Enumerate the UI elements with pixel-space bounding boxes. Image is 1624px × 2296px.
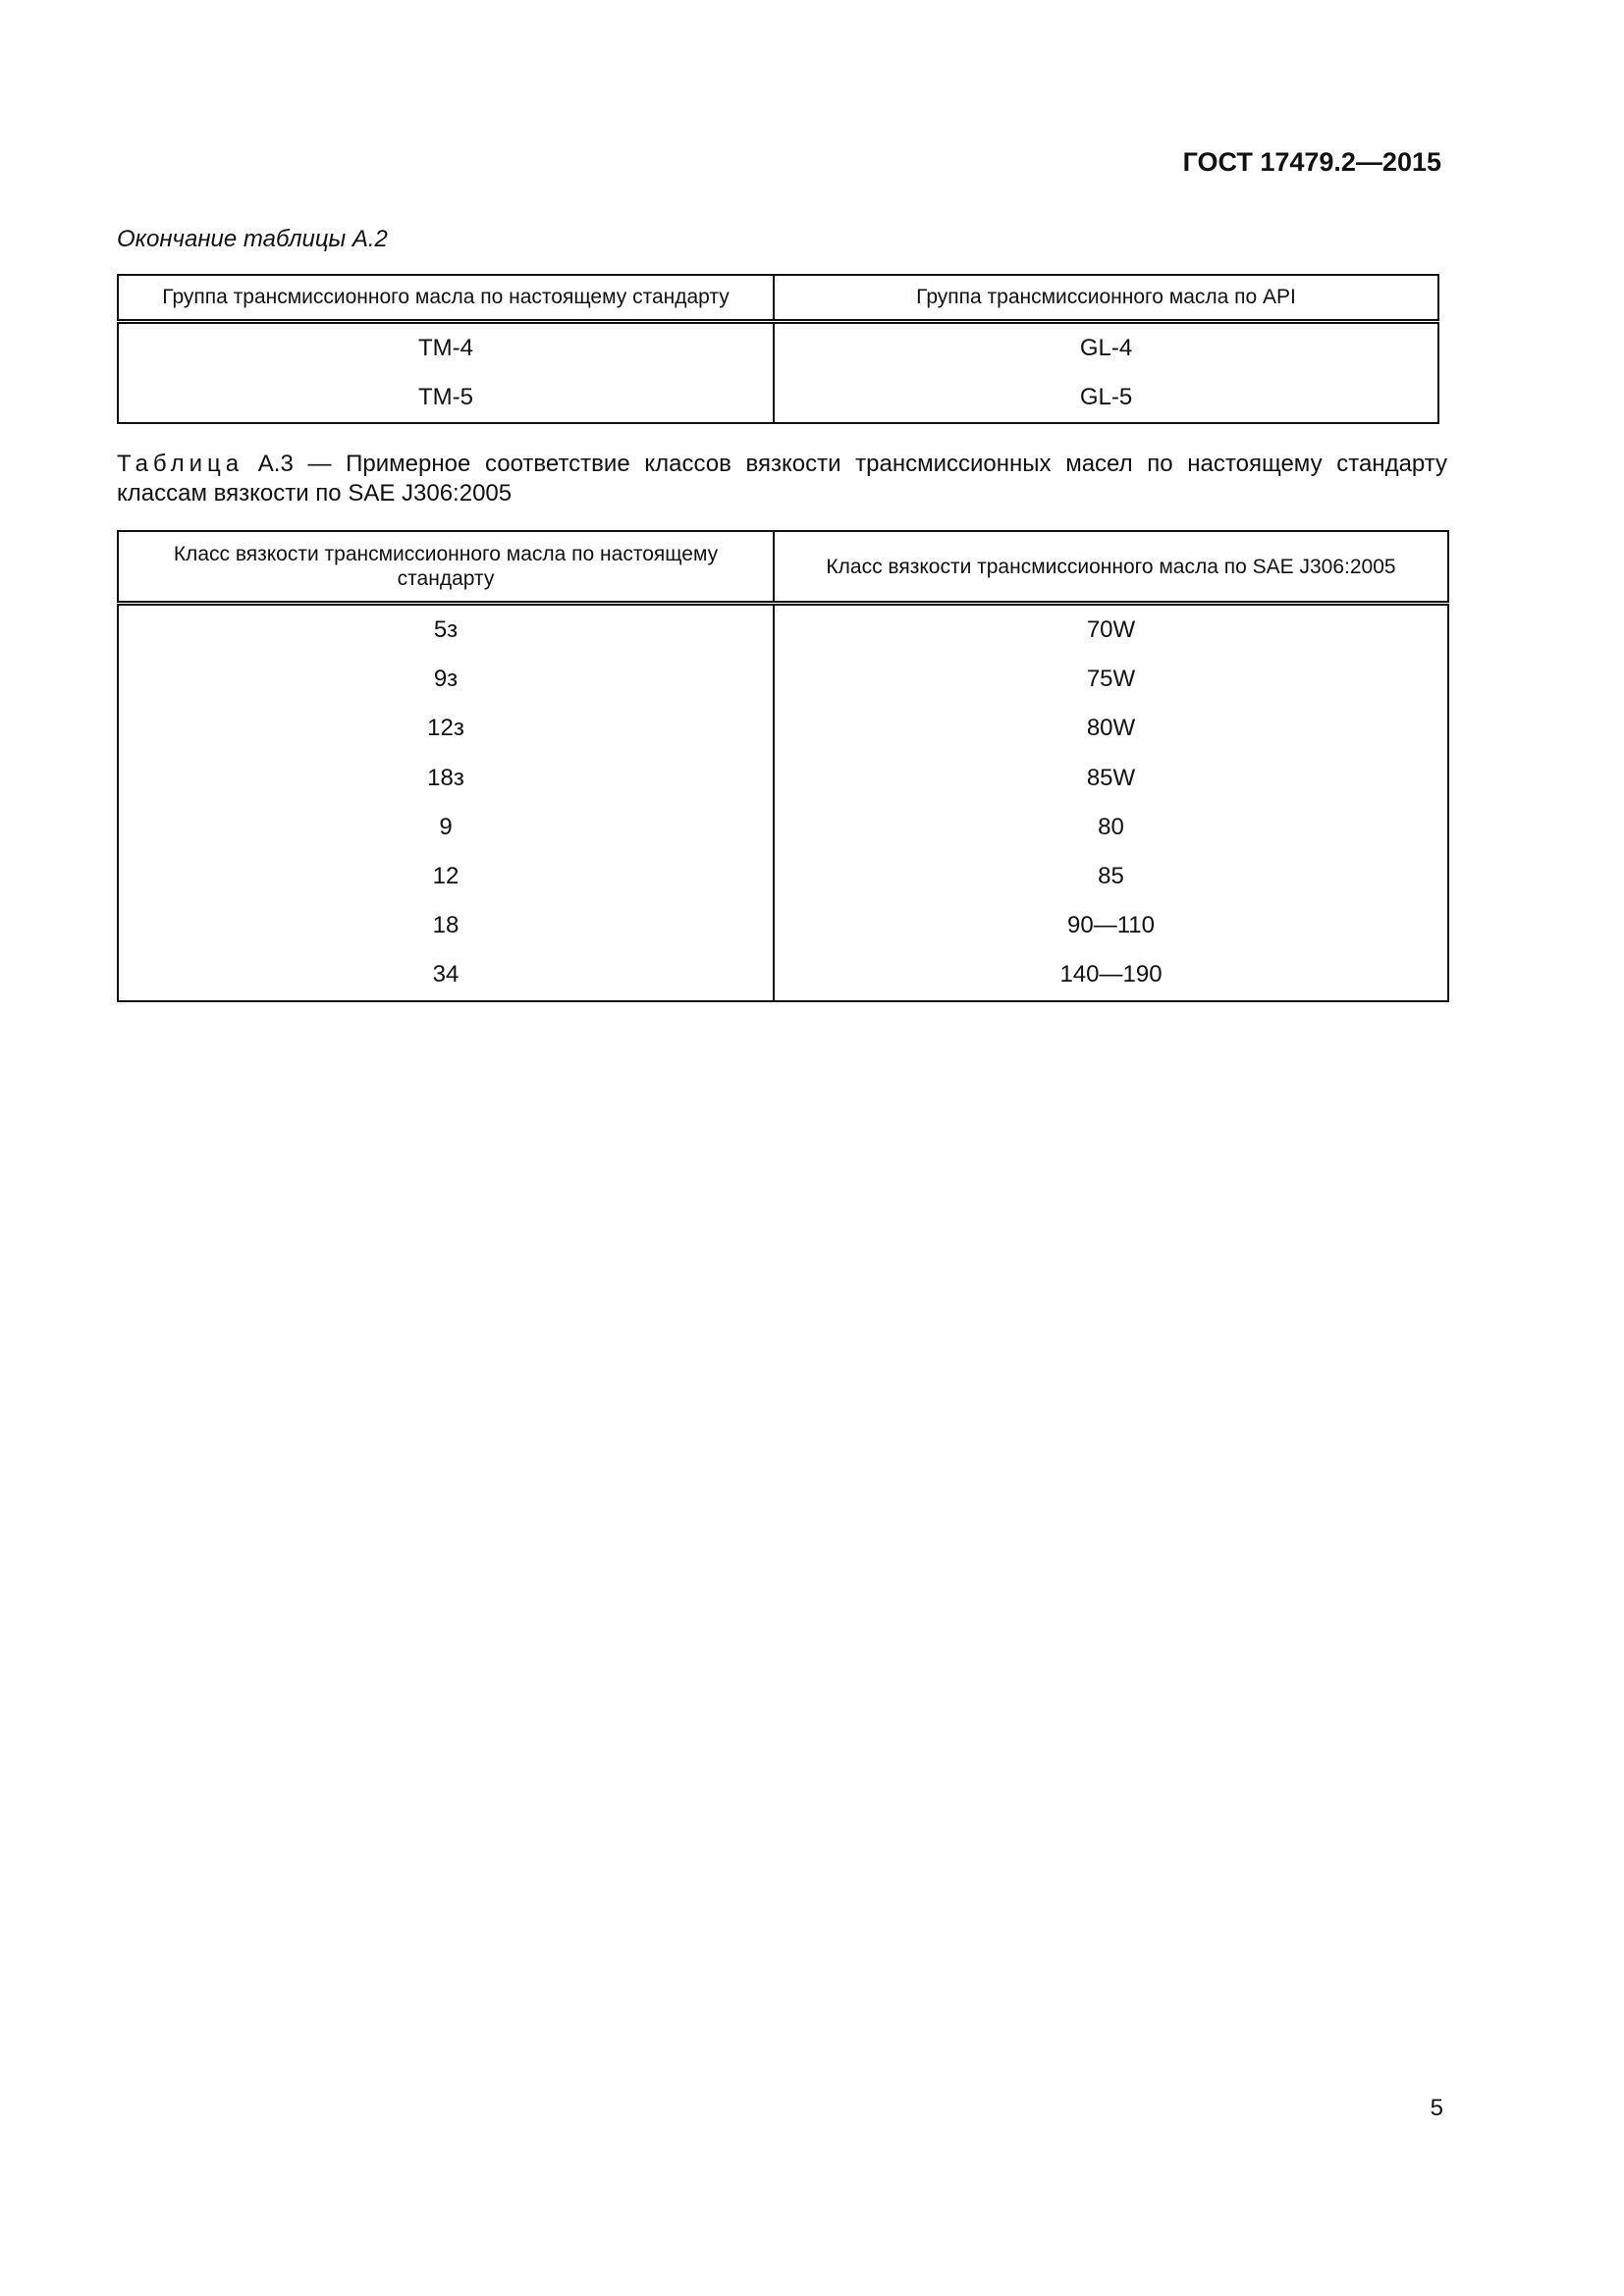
document-code: ГОСТ 17479.2—2015: [1182, 147, 1441, 177]
table-row: [118, 803, 1448, 852]
table-cell: 140—190: [774, 950, 1448, 1000]
table-row: [118, 901, 1448, 950]
table-a3-caption: [117, 450, 1447, 508]
table-cell: ТМ-4: [118, 322, 774, 374]
table-header-row: [118, 275, 1438, 322]
table-cell: 12з: [118, 704, 774, 753]
table-cell: 18з: [118, 754, 774, 803]
table-cell: 85W: [774, 754, 1448, 803]
table-row: [118, 950, 1448, 1000]
column-header: Класс вязкости трансмиссионного масла по SAE J306:2005: [774, 531, 1448, 604]
table-cell: 75W: [774, 655, 1448, 704]
table-cell: ТМ-5: [118, 373, 774, 423]
table-header-row: [118, 531, 1448, 604]
table-cell: 18: [118, 901, 774, 950]
table-row: [118, 754, 1448, 803]
column-header: Класс вязкости трансмиссионного масла по настоящему стандарту: [118, 531, 774, 604]
table-cell: 70W: [774, 604, 1448, 656]
table-cell: 85: [774, 852, 1448, 901]
table-cell: 5з: [118, 604, 774, 656]
column-header: Группа трансмиссионного масла по настоящему стандарту: [118, 275, 774, 322]
table-a2: [117, 274, 1439, 424]
table-cell: 80W: [774, 704, 1448, 753]
page-number: 5: [1430, 2095, 1443, 2121]
table-row: [118, 852, 1448, 901]
caption-label: Таблица: [117, 451, 244, 477]
table-row: [118, 604, 1448, 656]
table-cell: 9: [118, 803, 774, 852]
table-cell: 34: [118, 950, 774, 1000]
table-row: [118, 322, 1438, 374]
table-cell: GL-4: [774, 322, 1438, 374]
column-header: Группа трансмиссионного масла по API: [774, 275, 1438, 322]
table-row: [118, 704, 1448, 753]
table-cell: 9з: [118, 655, 774, 704]
table-cell: 90—110: [774, 901, 1448, 950]
table-cell: 12: [118, 852, 774, 901]
table-cell: GL-5: [774, 373, 1438, 423]
table-a3: [117, 530, 1449, 1002]
table-row: [118, 655, 1448, 704]
table-cell: 80: [774, 803, 1448, 852]
caption-text: А.3 — Примерное соответствие классов вязкости трансмиссионных масел по настоящему стандарту классам вязкости по SAE J306:2005: [117, 451, 1447, 507]
table-row: [118, 373, 1438, 423]
table-continuation-label: Окончание таблицы А.2: [117, 226, 388, 252]
